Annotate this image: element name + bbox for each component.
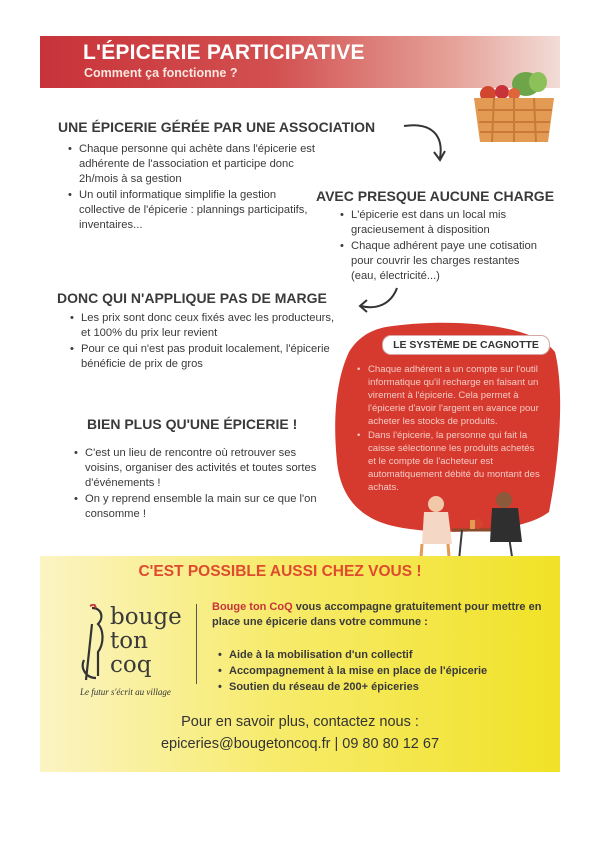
list-item: • Les prix sont donc ceux fixés avec les producteurs, et 100% du prix leur revient bbox=[68, 311, 338, 341]
page-title: L'ÉPICERIE PARTICIPATIVE bbox=[83, 41, 365, 64]
vegetable-basket-icon bbox=[468, 70, 560, 146]
list-item: • Pour ce qui n'est pas produit localement, l'épicerie bénéficie de prix de gros bbox=[68, 342, 338, 372]
list-item: • Dans l'épicerie, la personne qui fait la caisse sélectionne les produits achetés et le compte de l'acheteur est automatiquement débité du montant des achats. bbox=[355, 429, 543, 494]
list-item: • On y reprend ensemble la main sur ce que l'on consomme ! bbox=[72, 492, 322, 522]
association-name: Bouge ton CoQ bbox=[212, 601, 293, 613]
section-title-charges: AVEC PRESQUE AUCUNE CHARGE bbox=[316, 188, 555, 204]
list-item: • Aide à la mobilisation d'un collectif bbox=[216, 648, 546, 663]
rooster-logo-icon bbox=[78, 604, 108, 684]
association-text: vous accompagne gratuitement pour mettre en place une épicerie dans votre commune : bbox=[212, 601, 542, 628]
list-item: • Chaque adhérent a un compte sur l'outil informatique qu'il recharge en faisant un virement à l'épicerie. Cela permet à l'épicerie d'avoir l'argent en avance pour acheter les stocks de produits. bbox=[355, 363, 543, 428]
logo-word-coq: coq bbox=[110, 652, 152, 678]
list-item: • Chaque personne qui achète dans l'épicerie est adhérente de l'association et participe donc 2h/mois à sa gestion bbox=[66, 142, 316, 187]
contact-heading: Pour en savoir plus, contactez nous : bbox=[181, 714, 419, 730]
list-item: • Accompagnement à la mise en place de l'épicerie bbox=[216, 664, 546, 679]
logo-word-bouge: bouge bbox=[110, 604, 182, 630]
page-subtitle: Comment ça fonctionne ? bbox=[84, 66, 238, 80]
curved-arrow-icon bbox=[402, 120, 450, 166]
list-item: • Soutien du réseau de 200+ épiceries bbox=[216, 680, 546, 695]
section-list-marge bbox=[68, 311, 338, 373]
section-title-association: UNE ÉPICERIE GÉRÉE PAR UNE ASSOCIATION bbox=[58, 119, 376, 135]
section-list-association bbox=[66, 142, 316, 234]
list-item: • Un outil informatique simplifie la gestion collective de l'épicerie : plannings participatifs, inventaires... bbox=[66, 188, 316, 233]
section-list-bien-plus bbox=[72, 446, 322, 523]
divider bbox=[196, 604, 197, 684]
contact-details[interactable]: epiceries@bougetoncoq.fr | 09 80 80 12 67 bbox=[160, 736, 440, 752]
association-list bbox=[216, 648, 546, 696]
list-item: • L'épicerie est dans un local mis gracieusement à disposition bbox=[338, 208, 548, 238]
cta-heading: C'EST POSSIBLE AUSSI CHEZ VOUS ! bbox=[138, 563, 422, 580]
association-intro bbox=[212, 600, 557, 630]
section-title-marge: DONC QUI N'APPLIQUE PAS DE MARGE bbox=[57, 290, 327, 306]
section-title-bien-plus: BIEN PLUS QU'UNE ÉPICERIE ! bbox=[87, 416, 298, 432]
list-item: • C'est un lieu de rencontre où retrouver ses voisins, organiser des activités et toutes sortes d'événements ! bbox=[72, 446, 322, 491]
curved-arrow-icon bbox=[355, 286, 399, 316]
cagnotte-list bbox=[355, 363, 543, 495]
logo-tagline: Le futur s'écrit au village bbox=[80, 687, 171, 697]
list-item: • Chaque adhérent paye une cotisation pour couvrir les charges restantes (eau, électricité...) bbox=[338, 239, 548, 284]
section-list-charges bbox=[338, 208, 548, 285]
logo-word-ton: ton bbox=[110, 628, 148, 654]
cagnotte-label: LE SYSTÈME DE CAGNOTTE bbox=[382, 335, 550, 355]
